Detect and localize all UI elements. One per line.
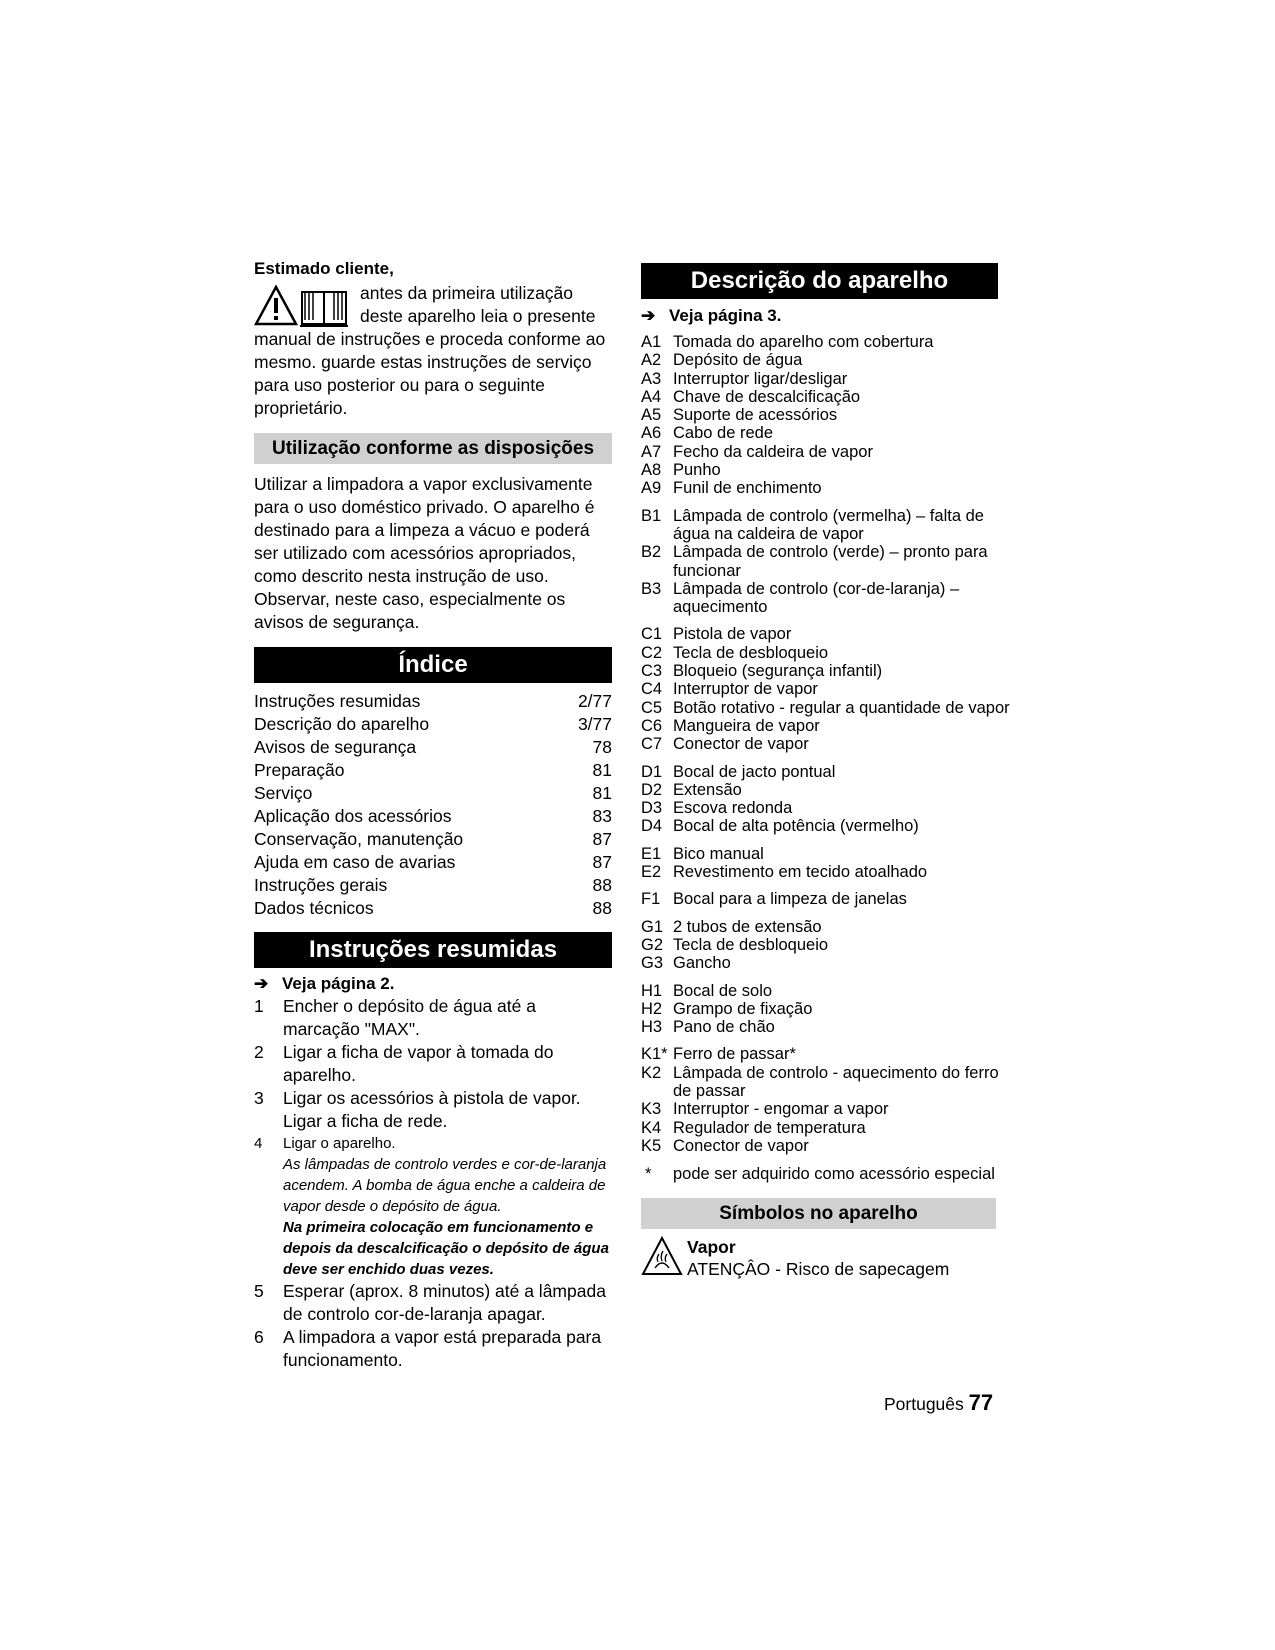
part-description: Pistola de vapor <box>673 625 792 644</box>
intro-text: antes da primeira utilização deste aparelho leia o presente manual de instruções e proceda conforme ao mesmo. guarde estas instruções de serviço para uso posterior ou para o seguinte proprietário. <box>254 283 606 418</box>
part-item <box>641 982 1011 1000</box>
part-code: G2 <box>641 935 664 954</box>
part-item <box>641 406 1011 424</box>
step-item <box>254 1087 612 1133</box>
toc-row <box>254 897 612 920</box>
part-item <box>641 644 1011 662</box>
part-group <box>641 890 1011 908</box>
part-description: Escova redonda <box>673 799 793 818</box>
see-page-reference <box>641 305 1011 327</box>
footer-language: Português <box>884 1394 964 1414</box>
part-description: Chave de descalcificação <box>673 387 861 406</box>
warning-read-manual-icon <box>254 284 354 328</box>
part-item <box>641 680 1011 698</box>
see-page-text: Veja página 2. <box>282 974 395 993</box>
part-item <box>641 1100 1011 1118</box>
part-code: C5 <box>641 698 663 717</box>
toc-page: 87 <box>592 852 612 872</box>
section-heading-simbolos: Símbolos no aparelho <box>641 1198 996 1229</box>
part-description: Funil de enchimento <box>673 479 822 498</box>
part-code: D2 <box>641 780 663 799</box>
part-code: G1 <box>641 917 664 936</box>
part-description: Cabo de rede <box>673 424 773 443</box>
part-description: Bocal de solo <box>673 981 773 1000</box>
part-item <box>641 936 1011 954</box>
see-page-reference <box>254 973 612 995</box>
toc-row <box>254 828 612 851</box>
part-code: K5 <box>641 1136 662 1155</box>
step-text: Ligar os acessórios à pistola de vapor. Ligar a ficha de rede. <box>283 1088 581 1131</box>
part-code: A9 <box>641 479 662 498</box>
part-item <box>641 662 1011 680</box>
part-group <box>641 918 1011 973</box>
part-description: Bloqueio (segurança infantil) <box>673 662 883 681</box>
part-code: A7 <box>641 442 662 461</box>
toc-title: Preparação <box>254 760 345 780</box>
steps-list <box>254 995 612 1372</box>
part-description: Interruptor de vapor <box>673 680 818 699</box>
part-item <box>641 424 1011 442</box>
part-code: K4 <box>641 1118 662 1137</box>
footnote <box>641 1163 1011 1185</box>
toc-row <box>254 713 612 736</box>
part-description: Tomada do aparelho com cobertura <box>673 333 934 351</box>
step-item <box>254 995 612 1041</box>
part-description: Punho <box>673 461 721 480</box>
part-description: Conector de vapor <box>673 735 809 754</box>
toc-page: 83 <box>592 806 612 826</box>
part-code: D3 <box>641 799 663 818</box>
part-item <box>641 799 1011 817</box>
utilizacao-text: Utilizar a limpadora a vapor exclusivamente para o uso doméstico privado. O aparelho é destinado para a limpeza a vácuo e poderá ser utilizado com acessórios apropriados, como descrito nesta instrução de uso. Observar, neste caso, especialmente os avisos de segurança. <box>254 474 595 632</box>
toc-title: Dados técnicos <box>254 898 374 918</box>
part-code: D4 <box>641 817 663 836</box>
step-number: 4 <box>254 1135 263 1152</box>
part-item <box>641 817 1011 835</box>
step-number: 1 <box>254 996 264 1016</box>
part-item <box>641 479 1011 497</box>
part-item <box>641 443 1011 461</box>
part-item <box>641 625 1011 643</box>
part-description: Grampo de fixação <box>673 999 813 1018</box>
part-item <box>641 699 1011 717</box>
part-description: Extensão <box>673 780 742 799</box>
part-item <box>641 370 1011 388</box>
part-description: 2 tubos de extensão <box>673 917 822 936</box>
right-column <box>641 263 1011 1281</box>
part-description: Depósito de água <box>673 351 803 370</box>
step-number: 5 <box>254 1281 264 1301</box>
step-text: A limpadora a vapor está preparada para funcionamento. <box>283 1327 602 1370</box>
part-description: Tecla de desbloqueio <box>673 935 829 954</box>
toc-row <box>254 874 612 897</box>
part-description: Tecla de desbloqueio <box>673 643 829 662</box>
toc-title: Avisos de segurança <box>254 737 417 757</box>
parts-list <box>641 333 1011 1155</box>
page-footer <box>884 1390 993 1416</box>
toc-page: 81 <box>592 783 612 803</box>
part-description: Fecho da caldeira de vapor <box>673 442 873 461</box>
part-item <box>641 954 1011 972</box>
part-description: Revestimento em tecido atoalhado <box>673 863 928 882</box>
section-heading-utilizacao: Utilização conforme as disposições <box>254 433 612 464</box>
part-description: Bico manual <box>673 844 764 863</box>
part-description: Botão rotativo - regular a quantidade de vapor <box>673 698 1010 717</box>
part-description: Lâmpada de controlo - aquecimento do ferro de passar <box>673 1063 999 1100</box>
page-number: 77 <box>968 1390 994 1415</box>
part-code: A6 <box>641 424 662 443</box>
step-item <box>254 1326 612 1372</box>
part-code: A1 <box>641 333 662 351</box>
part-code: A5 <box>641 406 662 425</box>
arrow-right-icon: ➔ <box>254 974 269 993</box>
see-page-text: Veja página 3. <box>669 306 782 325</box>
part-code: A4 <box>641 387 662 406</box>
part-code: K3 <box>641 1100 662 1119</box>
symbol-title: Vapor <box>687 1237 736 1258</box>
toc-title: Descrição do aparelho <box>254 714 430 734</box>
part-item <box>641 580 1011 617</box>
part-group <box>641 333 1011 498</box>
part-description: Ferro de passar* <box>673 1045 796 1064</box>
part-code: C6 <box>641 716 663 735</box>
toc-title: Aplicação dos acessórios <box>254 806 452 826</box>
step-item <box>254 1041 612 1087</box>
part-item <box>641 781 1011 799</box>
step-number: 3 <box>254 1088 264 1108</box>
part-code: K2 <box>641 1063 662 1082</box>
step-number: 2 <box>254 1042 264 1062</box>
part-description: Bocal para a limpeza de janelas <box>673 890 907 909</box>
part-code: D1 <box>641 762 663 781</box>
section-heading-instrucoes: Instruções resumidas <box>254 932 612 968</box>
part-group <box>641 1045 1011 1155</box>
toc-title: Instruções resumidas <box>254 691 421 711</box>
toc-row <box>254 690 612 713</box>
section-heading-indice: Índice <box>254 647 612 683</box>
toc-page: 3/77 <box>577 714 612 734</box>
toc-page: 88 <box>592 875 612 895</box>
step-text: Ligar a ficha de vapor à tomada do aparelho. <box>283 1042 554 1085</box>
part-code: G3 <box>641 954 664 973</box>
part-item <box>641 507 1011 544</box>
part-description: Conector de vapor <box>673 1136 809 1155</box>
part-group <box>641 845 1011 882</box>
part-description: Lâmpada de controlo (cor-de-laranja) – aquecimento <box>673 579 960 617</box>
part-item <box>641 1119 1011 1137</box>
step-text: Esperar (aprox. 8 minutos) até a lâmpada de controlo cor-de-laranja apagar. <box>283 1281 606 1324</box>
part-item <box>641 543 1011 580</box>
footnote-text: pode ser adquirido como acessório especial <box>673 1165 995 1184</box>
part-description: Bocal de alta potência (vermelho) <box>673 817 919 836</box>
part-code: A2 <box>641 351 662 370</box>
part-code: E2 <box>641 863 662 882</box>
part-description: Bocal de jacto pontual <box>673 762 836 781</box>
toc-row <box>254 759 612 782</box>
symbol-steam <box>641 1236 1011 1281</box>
footnote-mark: * <box>645 1165 652 1184</box>
intro-paragraph <box>254 282 612 420</box>
part-item <box>641 333 1011 351</box>
toc-row <box>254 782 612 805</box>
part-code: C3 <box>641 662 663 681</box>
part-code: C4 <box>641 680 663 699</box>
toc-title: Instruções gerais <box>254 875 388 895</box>
part-item <box>641 1064 1011 1101</box>
part-code: A8 <box>641 461 662 480</box>
step-warning-note: Na primeira colocação em funcionamento e depois da descalcificação o depósito de água deve ser enchido duas vezes. <box>283 1219 609 1278</box>
toc-page: 78 <box>592 737 612 757</box>
part-description: Pano de chão <box>673 1018 775 1037</box>
left-column <box>254 258 612 1372</box>
part-code: C7 <box>641 735 663 754</box>
part-item <box>641 1137 1011 1155</box>
part-group <box>641 507 1011 617</box>
part-item <box>641 461 1011 479</box>
part-item <box>641 918 1011 936</box>
part-description: Lâmpada de controlo (vermelha) – falta de água na caldeira de vapor <box>673 506 984 543</box>
part-item <box>641 1045 1011 1063</box>
part-code: E1 <box>641 844 662 863</box>
part-item <box>641 890 1011 908</box>
part-item <box>641 388 1011 406</box>
step-text: Ligar o aparelho. <box>283 1135 396 1152</box>
greeting: Estimado cliente, <box>254 259 394 278</box>
part-code: K1* <box>641 1045 668 1064</box>
part-description: Suporte de acessórios <box>673 406 838 425</box>
toc-page: 87 <box>592 829 612 849</box>
toc-page: 88 <box>592 898 612 918</box>
step-text: Encher o depósito de água até a marcação "MAX". <box>283 996 536 1039</box>
symbol-text: ATENÇÂO - Risco de sapecagem <box>687 1259 950 1280</box>
toc-title: Conservação, manutenção <box>254 829 464 849</box>
table-of-contents <box>254 690 612 920</box>
part-code: B3 <box>641 579 662 598</box>
part-code: H1 <box>641 981 663 1000</box>
arrow-right-icon: ➔ <box>641 306 656 325</box>
toc-row <box>254 736 612 759</box>
step-item <box>254 1133 612 1280</box>
part-item <box>641 863 1011 881</box>
part-item <box>641 351 1011 369</box>
part-item <box>641 735 1011 753</box>
part-code: F1 <box>641 890 661 909</box>
toc-row <box>254 805 612 828</box>
part-code: A3 <box>641 369 662 388</box>
step-item <box>254 1280 612 1326</box>
part-group <box>641 982 1011 1037</box>
toc-page: 2/77 <box>577 691 612 711</box>
part-description: Mangueira de vapor <box>673 716 820 735</box>
step-note: As lâmpadas de controlo verdes e cor-de-laranja acendem. A bomba de água enche a caldeira de vapor desde o depósito de água. <box>283 1156 607 1215</box>
part-item <box>641 717 1011 735</box>
part-group <box>641 763 1011 836</box>
part-item <box>641 1000 1011 1018</box>
part-code: C2 <box>641 643 663 662</box>
part-description: Regulador de temperatura <box>673 1118 866 1137</box>
toc-title: Serviço <box>254 783 313 803</box>
part-group <box>641 625 1011 753</box>
part-description: Interruptor - engomar a vapor <box>673 1100 889 1119</box>
part-item <box>641 845 1011 863</box>
part-description: Interruptor ligar/desligar <box>673 369 848 388</box>
toc-page: 81 <box>592 760 612 780</box>
part-description: Gancho <box>673 954 731 973</box>
toc-title: Ajuda em caso de avarias <box>254 852 456 872</box>
part-code: H2 <box>641 999 663 1018</box>
part-code: C1 <box>641 625 663 644</box>
part-item <box>641 763 1011 781</box>
part-description: Lâmpada de controlo (verde) – pronto para funcionar <box>673 543 988 580</box>
part-item <box>641 1018 1011 1036</box>
part-code: B1 <box>641 506 662 525</box>
part-code: B2 <box>641 543 662 562</box>
step-number: 6 <box>254 1327 264 1347</box>
steam-warning-icon <box>641 1236 687 1281</box>
toc-row <box>254 851 612 874</box>
part-code: H3 <box>641 1018 663 1037</box>
section-heading-descricao: Descrição do aparelho <box>641 263 998 299</box>
